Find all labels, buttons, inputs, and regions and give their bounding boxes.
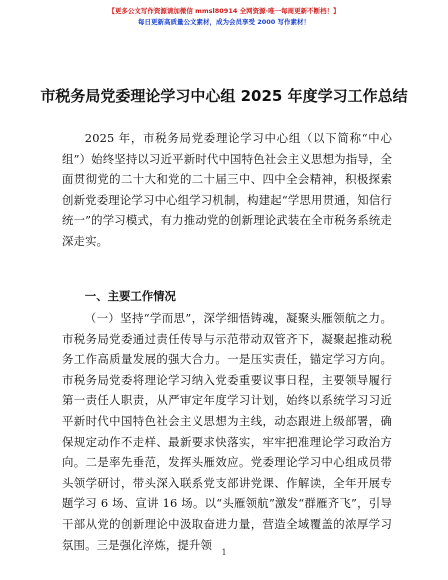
promo-banner: [0, 6, 448, 28]
promo-banner-line-2: 每日更新高质量公文素材，成为会员享受 2000 写作素材！: [137, 18, 311, 26]
body-paragraph: （一）坚持“学而思”，深学细悟铸魂，凝聚头雁领航之力。市税务局党委通过责任传导与示范带动双管齐下，凝聚起推动税务工作高质量发展的强大合力。一是压实责任，锚定学习方向。市税务局党委将理论学习纳入党委重要议事日程，主要领导履行第一责任人职责，从严审定年度学习计划，始终以系统学习习近平新时代中国特色社会主义思想为主线，动态跟进上级部署，确保规定动作不走样、最新要求快落实，牢牢把准理论学习政治方向。二是率先垂范，发挥头雁效应。党委理论学习中心组成员带头领学研讨，带头深入联系党支部讲党课、作解读，全年开展专题学习 6 场、宣讲 16 场。以“头雁领航”激发“群雁齐飞”，引导干部从党的创新理论中汲取奋进力量，营造全域覆盖的浓厚学习氛围。三是强化淬炼，提升领: [62, 311, 392, 552]
section-heading: 一、主要工作情况: [84, 289, 176, 303]
page-number: 1: [221, 548, 227, 557]
intro-paragraph: 2025 年，市税务局党委理论学习中心组（以下简称“中心组”）始终坚持以习近平新时代中国特色社会主义思想为指导，全面贯彻党的二十大和党的二十届三中、四中全会精神，积极探索创新党委理论学习中心组学习机制，构建起“学思用贯通，知信行统一”的学习模式，有力推动党的创新理论武装在全市税务系统走深走实。: [62, 131, 392, 248]
document-title: 市税务局党委理论学习中心组 2025 年度学习工作总结: [40, 87, 408, 105]
promo-banner-line-1: 【更多公文写作资源请加微信 mmsl80914 全网资源·唯一每周更新不断档！】: [108, 7, 340, 15]
